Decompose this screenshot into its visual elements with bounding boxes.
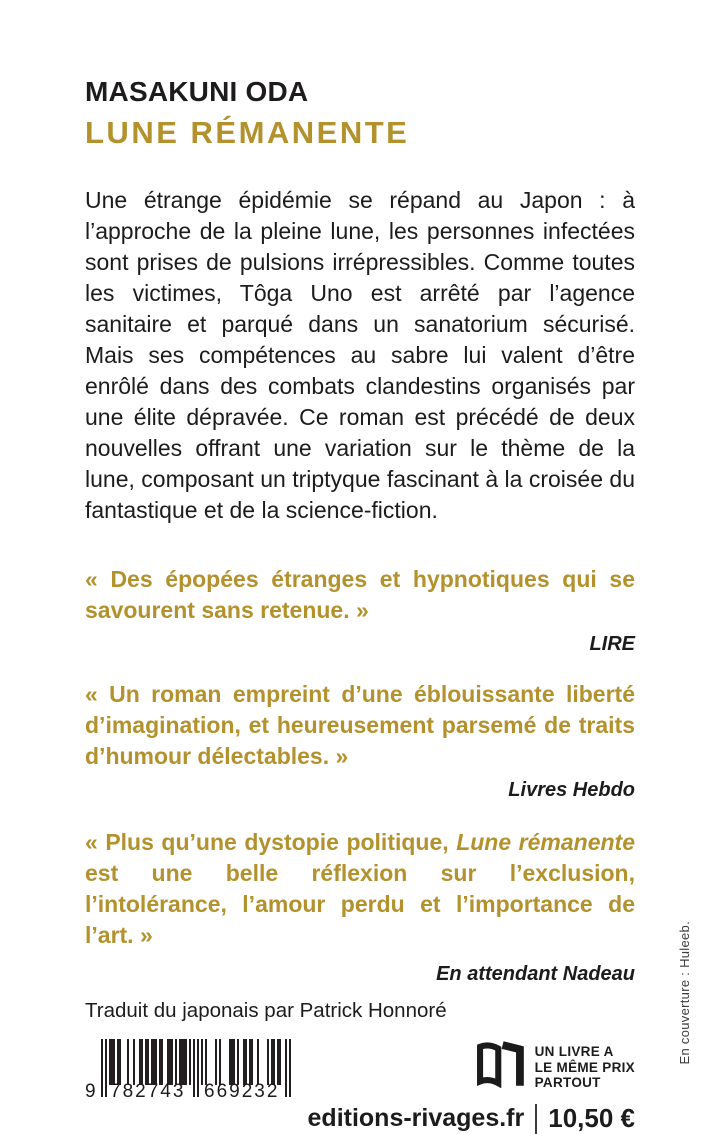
fixed-price-label bbox=[535, 1044, 635, 1091]
press-quote-2-source: Livres Hebdo bbox=[508, 779, 635, 801]
quote-3-book-title: Lune rémanente bbox=[456, 829, 636, 855]
barcode bbox=[85, 1039, 293, 1117]
fixed-price-line-3: PARTOUT bbox=[534, 1075, 601, 1091]
footer bbox=[85, 1039, 635, 1134]
quote-3-suffix: est une belle réflexion sur l’exclusion, l’intolérance, l’amour perdu et l’importance de l’art. » bbox=[85, 860, 635, 948]
fixed-price-line-1: UN LIVRE A bbox=[534, 1044, 614, 1060]
book-title: LUNE RÉMANENTE bbox=[85, 115, 410, 150]
quote-3-prefix: « Plus qu’une dystopie politique, bbox=[85, 829, 457, 855]
barcode-digit-group-2: 782743 bbox=[110, 1081, 186, 1102]
open-book-icon bbox=[474, 1041, 526, 1094]
publisher-website: editions-rivages.fr bbox=[307, 1104, 525, 1132]
press-quote-3 bbox=[85, 827, 635, 951]
price-label: 10,50 € bbox=[548, 1103, 635, 1133]
barcode-number bbox=[85, 1081, 293, 1103]
translator-credit: Traduit du japonais par Patrick Honnoré bbox=[85, 999, 447, 1022]
press-quote-3-source: En attendant Nadeau bbox=[436, 963, 635, 985]
divider bbox=[535, 1104, 537, 1134]
publisher-block bbox=[308, 1041, 635, 1134]
fixed-price-line-2: LE MÊME PRIX bbox=[534, 1059, 635, 1075]
press-quote-2: « Un roman empreint d’une éblouissante liberté d’imagination, et heureusement parsemé de traits d’humour délectables. » bbox=[85, 681, 635, 769]
barcode-digit-group-3: 669232 bbox=[204, 1081, 280, 1102]
synopsis-paragraph: Une étrange épidémie se répand au Japon : à l’approche de la pleine lune, les personnes infectées sont prises de pulsions irrépressibles. Comme toutes les victimes, Tôga Uno est arrêté par l’agence sanitaire et parqué dans un sanatorium sécurisé. Mais ses compétences au sabre lui valent d’être enrôlé dans des combats clandestins organisés par une élite dépravée. Ce roman est précédé de deux nouvelles offrant une variation sur le thème de la lune, composant un triptyque fascinant à la croisée du fantastique et de la science-fiction. bbox=[85, 187, 635, 523]
barcode-digit-group-1: 9 bbox=[85, 1081, 98, 1102]
fixed-price-logo bbox=[474, 1041, 635, 1094]
author-name: MASAKUNI ODA bbox=[85, 76, 309, 107]
website-price-row bbox=[308, 1103, 635, 1134]
cover-art-credit: En couverture : Huleeb. bbox=[677, 920, 692, 1064]
press-quote-1-source: LIRE bbox=[589, 633, 635, 655]
press-quote-1: « Des épopées étranges et hypnotiques qui se savourent sans retenue. » bbox=[85, 566, 635, 623]
